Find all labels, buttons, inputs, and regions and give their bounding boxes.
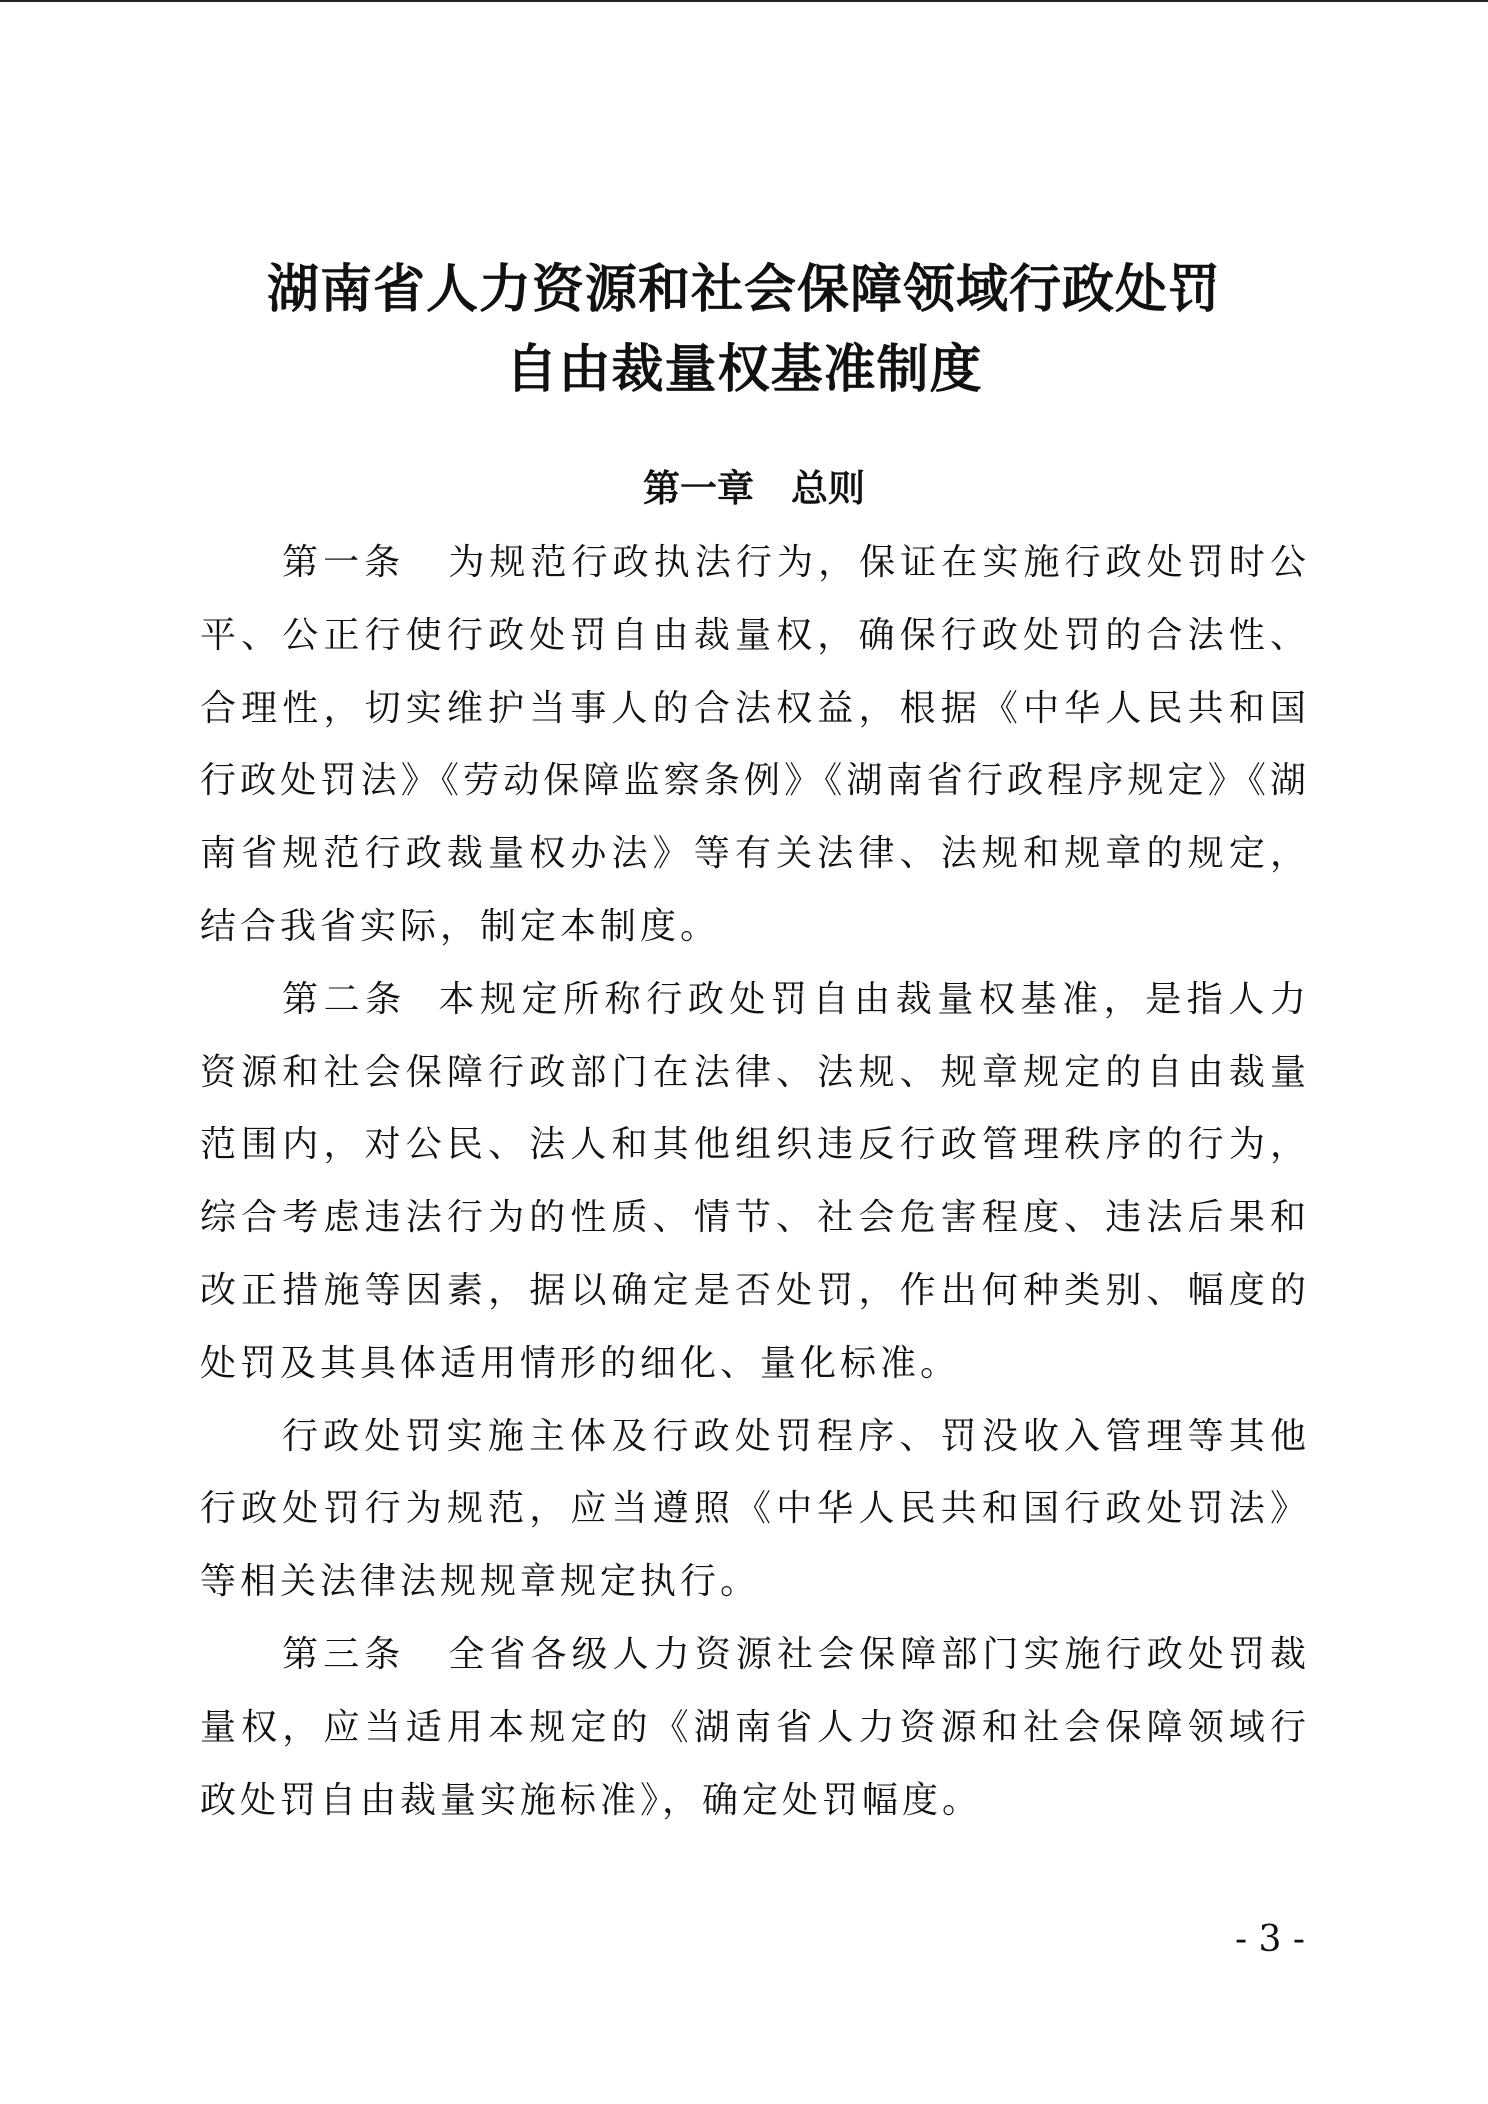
article-text: 行政处罚实施主体及行政处罚程序、罚没收入管理等其他行政处罚行为规范，应当遵照《中华人民共和国行政处罚法》等相关法律法规规章规定执行。 <box>200 1415 1310 1603</box>
page-top-border <box>0 0 1488 2</box>
paragraph-article-1 <box>200 527 1310 964</box>
article-number: 第二条 <box>282 978 407 1020</box>
page-number: - 3 - <box>1234 1919 1306 1960</box>
paragraph-article-2-continued <box>200 1401 1310 1619</box>
article-text: 本规定所称行政处罚自由裁量权基准，是指人力资源和社会保障行政部门在法律、法规、规章规定的自由裁量范围内，对公民、法人和其他组织违反行政管理秩序的行为，综合考虑违法行为的性质、情节、社会危害程度、违法后果和改正措施等因素，据以确定是否处罚，作出何种类别、幅度的处罚及其具体适用情形的细化、量化标准。 <box>200 978 1310 1384</box>
article-text: 全省各级人力资源社会保障部门实施行政处罚裁量权，应当适用本规定的《湖南省人力资源和社会保障领域行政处罚自由裁量实施标准》，确定处罚幅度。 <box>200 1633 1310 1821</box>
title-line-2: 自由裁量权基准制度 <box>505 339 983 400</box>
document-title <box>0 250 1488 410</box>
title-line-1: 湖南省人力资源和社会保障领域行政处罚 <box>266 259 1221 320</box>
paragraph-article-2 <box>200 964 1310 1401</box>
article-number: 第一条 <box>282 542 406 583</box>
article-text: 为规范行政执法行为，保证在实施行政处罚时公平、公正行使行政处罚自由裁量权，确保行政处罚的合法性、合理性，切实维护当事人的合法权益，根据《中华人民共和国行政处罚法》《劳动保障监察条例》《湖南省行政程序规定》《湖南省规范行政裁量权办法》等有关法律、法规和规章的规定，结合我省实际，制定本制度。 <box>200 542 1310 947</box>
paragraph-article-3 <box>200 1619 1310 1837</box>
document-body <box>200 527 1310 1837</box>
chapter-heading: 第一章 总则 <box>643 466 865 510</box>
article-number: 第三条 <box>282 1633 406 1675</box>
